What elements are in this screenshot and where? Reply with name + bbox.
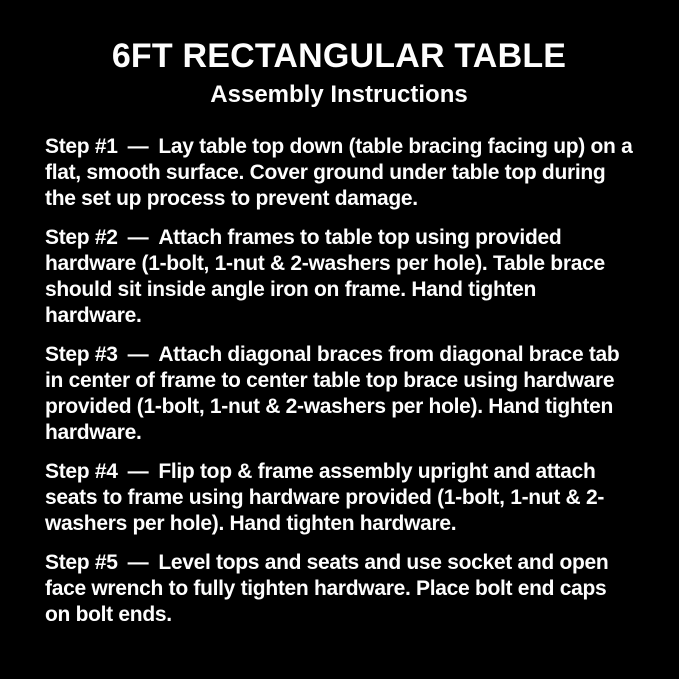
step-2-label: Step #2 <box>45 226 118 249</box>
page-title: 6FT RECTANGULAR TABLE <box>111 37 567 75</box>
step-5-text: Level tops and seats and use socket and open face wrench to fully tighten hardware. Place bolt end caps on bolt ends. <box>45 551 609 626</box>
step-2-text: Attach frames to table top using provided hardware (1-bolt, 1-nut & 2-washers per hole). Table brace should sit inside angle iron on frame. Hand tighten hardware. <box>45 226 605 327</box>
step-3-dash: — <box>127 343 149 366</box>
step-1-text: Lay table top down (table bracing facing up) on a flat, smooth surface. Cover ground under table top during the set up process to prevent damage. <box>45 135 633 210</box>
step-1-dash: — <box>127 135 149 158</box>
step-4-dash: — <box>127 460 149 483</box>
step-1-label: Step #1 <box>45 135 118 158</box>
step-5 <box>45 550 633 628</box>
step-1 <box>45 134 633 212</box>
step-4-label: Step #4 <box>45 460 118 483</box>
steps-list <box>45 134 633 628</box>
step-2 <box>45 225 633 329</box>
step-5-dash: — <box>127 551 149 574</box>
step-2-dash: — <box>127 226 149 249</box>
step-3 <box>45 342 633 446</box>
step-4 <box>45 459 633 537</box>
step-4-text: Flip top & frame assembly upright and attach seats to frame using hardware provided (1-bolt, 1-nut & 2-washers per hole). Hand tighten hardware. <box>45 460 605 535</box>
step-5-label: Step #5 <box>45 551 118 574</box>
step-3-text: Attach diagonal braces from diagonal brace tab in center of frame to center table top brace using hardware provided (1-bolt, 1-nut & 2-washers per hole). Hand tighten hardware. <box>45 343 620 444</box>
page-subtitle: Assembly Instructions <box>210 81 468 108</box>
step-3-label: Step #3 <box>45 343 118 366</box>
